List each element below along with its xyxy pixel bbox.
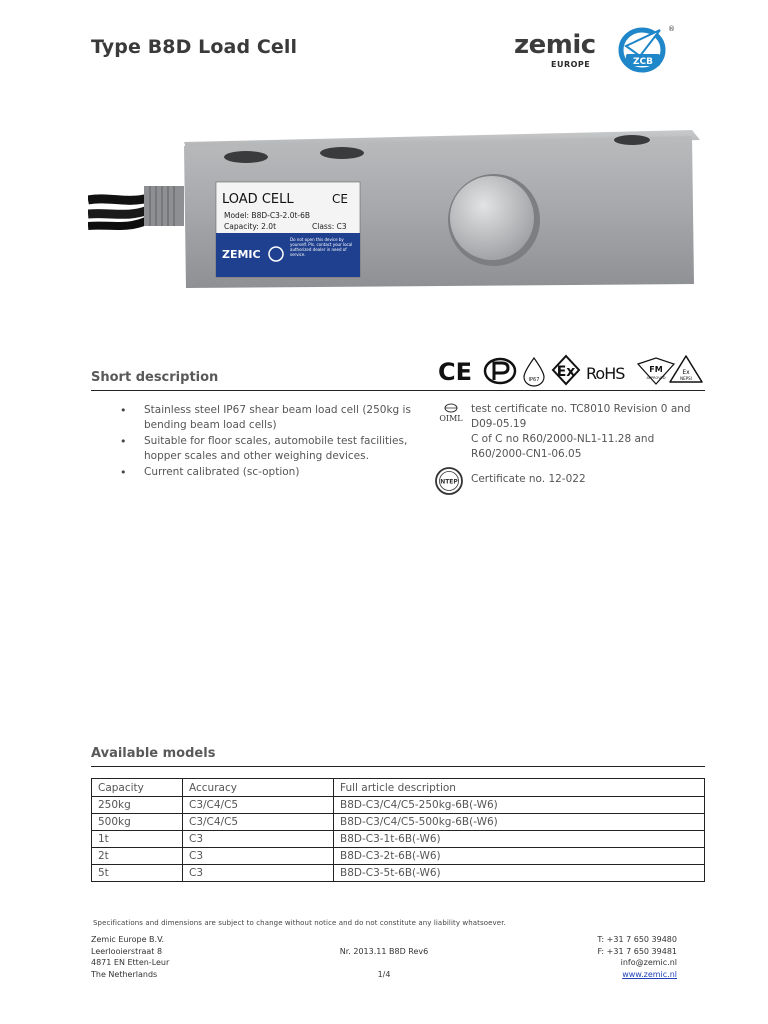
table-cell: B8D-C3-2t-6B(-W6) [334, 848, 705, 865]
logo-subtitle: EUROPE [551, 60, 591, 69]
logo-swoosh-icon [616, 24, 668, 74]
certification-marks [436, 352, 706, 388]
table-cell: B8D-C3/C4/C5-500kg-6B(-W6) [334, 814, 705, 831]
table-cell: C3/C4/C5 [183, 814, 334, 831]
logo-wordmark: zemic [514, 30, 596, 60]
column-header: Accuracy [183, 779, 334, 797]
svg-text:Ex: Ex [682, 369, 690, 376]
email-address: info@zemic.nl [620, 958, 677, 968]
list-item: • Suitable for floor scales, automobile test facilities, hopper scales and other weighing devices. [118, 434, 418, 464]
document-number: Nr. 2013.11 B8D Rev6 [339, 946, 429, 956]
list-item: • Current calibrated (sc-option) [118, 465, 418, 480]
address-postal: 4871 EN Etten-Leur [91, 958, 170, 968]
label-warning: Do not open this device by yourself. Pls. contact your local authorized dealer in need of service. [290, 237, 353, 257]
svg-text:OIML: OIML [439, 414, 463, 423]
table-cell: 2t [92, 848, 183, 865]
column-header: Full article description [334, 779, 705, 797]
address-country: The Netherlands [91, 969, 158, 979]
oiml-line: R60/2000-CN1-06.05 [471, 448, 582, 460]
atex-ex-icon [553, 356, 579, 384]
models-table [91, 778, 705, 882]
table-row [92, 814, 705, 831]
address-street: Leerlooierstraat 8 [91, 946, 163, 956]
list-item: • Stainless steel IP67 shear beam load cell (250kg is bending beam load cells) [118, 403, 418, 433]
svg-text:FM: FM [649, 365, 663, 374]
table-cell: B8D-C3/C4/C5-250kg-6B(-W6) [334, 797, 705, 814]
company-logo [514, 22, 684, 76]
logo-registered-mark: ® [668, 25, 675, 33]
table-cell: B8D-C3-1t-6B(-W6) [334, 831, 705, 848]
table-cell: 1t [92, 831, 183, 848]
feature-list [118, 403, 418, 481]
table-row [92, 797, 705, 814]
phone-number: T: +31 7 650 39480 [597, 935, 677, 944]
svg-text:ZCB: ZCB [633, 57, 653, 67]
table-row [92, 848, 705, 865]
table-cell: B8D-C3-5t-6B(-W6) [334, 865, 705, 882]
label-ce: CE [332, 192, 348, 206]
svg-text:APPROVED: APPROVED [646, 376, 666, 380]
svg-text:NTEP: NTEP [440, 478, 458, 486]
table-header-row [92, 779, 705, 797]
short-description-rule [91, 390, 705, 391]
oiml-line: test certificate no. TC8010 Revision 0 and [471, 403, 691, 415]
table-row [92, 831, 705, 848]
svg-text:Ex: Ex [556, 364, 576, 380]
ex-nepsi-icon [670, 356, 702, 382]
table-row [92, 865, 705, 882]
oiml-line: D09-05.19 [471, 418, 527, 430]
label-brand: ZEMIC [222, 248, 261, 261]
rohs-mark-icon: RoHS [586, 364, 625, 383]
table-cell: C3 [183, 848, 334, 865]
fm-approved-icon [638, 358, 674, 384]
table-cell: C3 [183, 831, 334, 848]
page-number: 1/4 [377, 969, 391, 979]
svg-text:IP67: IP67 [528, 377, 540, 383]
page-title: Type B8D Load Cell [91, 36, 298, 58]
table-cell: C3 [183, 865, 334, 882]
fax-number: F: +31 7 650 39481 [597, 946, 677, 956]
table-cell: 250kg [92, 797, 183, 814]
table-cell: C3/C4/C5 [183, 797, 334, 814]
oiml-icon [434, 402, 468, 424]
available-models-rule [91, 766, 705, 767]
label-capacity: Capacity: 2.0t [224, 222, 277, 231]
company-name: Zemic Europe B.V. [91, 935, 165, 944]
website-link[interactable]: www.zemic.nl [622, 969, 677, 979]
product-photo [88, 100, 708, 315]
table-cell: 500kg [92, 814, 183, 831]
label-model: Model: B8D-C3-2.0t-6B [224, 211, 311, 220]
svg-text:NEPSI: NEPSI [680, 376, 692, 381]
table-cell: 5t [92, 865, 183, 882]
column-header: Capacity [92, 779, 183, 797]
label-heading: LOAD CELL [222, 192, 294, 207]
short-description-title: Short description [91, 370, 219, 385]
ip67-drop-icon [524, 358, 544, 386]
ce-mark-icon: CE [438, 358, 473, 386]
label-class: Class: C3 [312, 222, 347, 231]
ntep-line: Certificate no. 12-022 [471, 473, 586, 485]
contact-info [597, 934, 677, 980]
disclaimer: Specifications and dimensions are subject to change without notice and do not constitute any liability whatsoever. [93, 919, 506, 927]
available-models-title: Available models [91, 746, 216, 761]
ntep-icon [434, 466, 464, 496]
pg-mark-icon [485, 359, 515, 383]
oiml-line: C of C no R60/2000-NL1-11.28 and [471, 433, 655, 445]
